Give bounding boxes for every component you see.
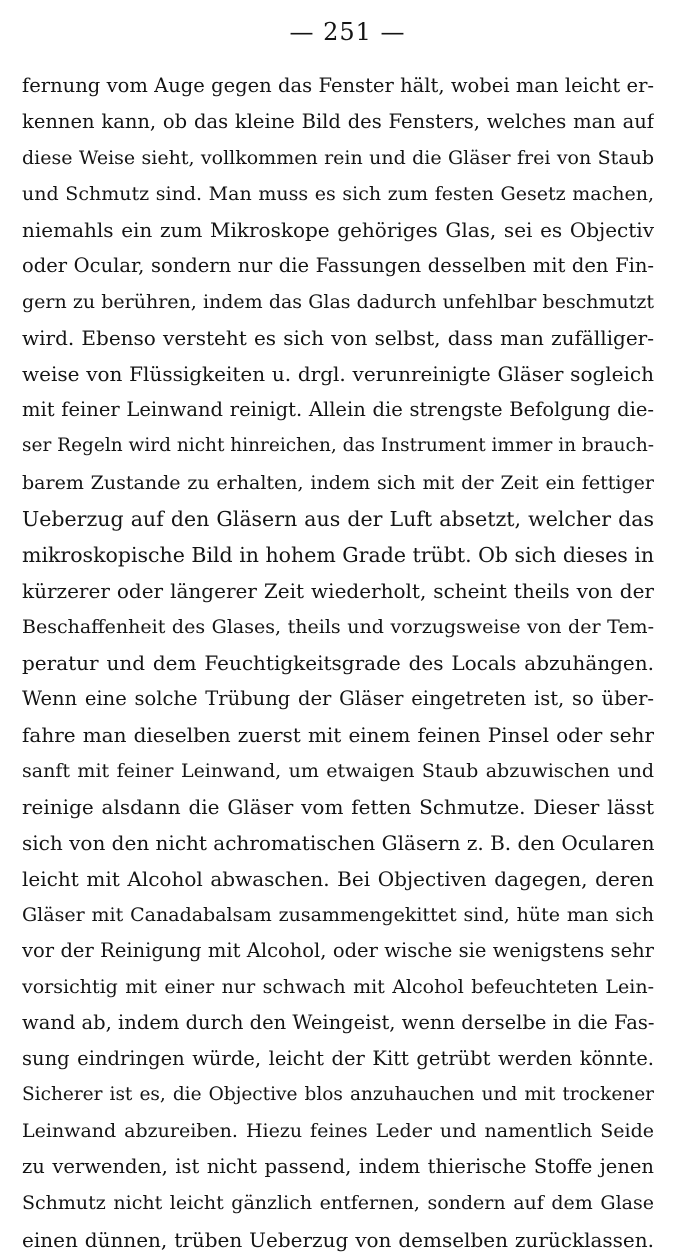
- text-line: Schmutz nicht leicht gänzlich entfernen, sondern auf dem Glase: [22, 1192, 654, 1215]
- text-line: vor der Reinigung mit Alcohol, oder wische sie wenigstens sehr: [22, 939, 654, 963]
- text-line: mikroskopische Bild in hohem Grade trübt. Ob sich dieses in: [22, 542, 654, 567]
- text-line: und Schmutz sind. Man muss es sich zum festen Gesetz machen,: [22, 183, 654, 206]
- text-line: barem Zustande zu erhalten, indem sich mit der Zeit ein fettiger: [22, 471, 654, 494]
- text-line: Ueberzug auf den Gläsern aus der Luft absetzt, welcher das: [22, 506, 654, 531]
- text-line: kennen kann, ob das kleine Bild des Fensters, welches man auf: [22, 110, 654, 134]
- text-line: sich von den nicht achromatischen Gläsern z. B. den Ocularen: [22, 830, 654, 855]
- text-line: gern zu berühren, indem das Glas dadurch unfehlbar beschmutzt: [22, 291, 654, 314]
- text-line: mit feiner Leinwand reinigt. Allein die strengste Befolgung die-: [22, 398, 654, 422]
- text-line: ser Regeln wird nicht hinreichen, das Instrument immer in brauch-: [22, 435, 654, 457]
- text-line: oder Ocular, sondern nur die Fassungen desselben mit den Fin-: [22, 254, 654, 278]
- text-line: kürzerer oder längerer Zeit wiederholt, scheint theils von der: [22, 578, 654, 603]
- text-line: fernung vom Auge gegen das Fenster hält, wobei man leicht er-: [22, 74, 654, 97]
- text-line: sanft mit feiner Leinwand, um etwaigen Staub abzuwischen und: [22, 759, 654, 782]
- text-line: fahre man dieselben zuerst mit einem feinen Pinsel oder sehr: [22, 722, 654, 747]
- text-line: zu verwenden, ist nicht passend, indem thierische Stoffe jenen: [22, 1155, 654, 1179]
- text-line: Gläser mit Canadabalsam zusammengekittet sind, hüte man sich: [22, 904, 654, 927]
- text-line: wird. Ebenso versteht es sich von selbst, dass man zufälliger-: [22, 326, 654, 351]
- text-line: Leinwand abzureiben. Hiezu feines Leder und namentlich Seide: [22, 1120, 654, 1143]
- text-line: wand ab, indem durch den Weingeist, wenn derselbe in die Fas-: [22, 1011, 654, 1035]
- text-line: leicht mit Alcohol abwaschen. Bei Objectiven dagegen, deren: [22, 867, 654, 892]
- text-line: Wenn eine solche Trübung der Gläser eingetreten ist, so über-: [22, 686, 654, 710]
- text-line: sung eindringen würde, leicht der Kitt getrübt werden könnte.: [22, 1047, 654, 1071]
- text-line: diese Weise sieht, vollkommen rein und die Gläser frei von Staub: [22, 147, 654, 170]
- text-line: einen dünnen, trüben Ueberzug von demselben zurücklassen.: [22, 1227, 654, 1252]
- text-line: peratur und dem Feuchtigkeitsgrade des Locals abzuhängen.: [22, 650, 654, 675]
- text-line: niemahls ein zum Mikroskope gehöriges Glas, sei es Objectiv: [22, 218, 654, 243]
- page-number: — 251 —: [289, 18, 406, 46]
- text-line: vorsichtig mit einer nur schwach mit Alcohol befeuchteten Lein-: [22, 976, 654, 999]
- text-line: reinige alsdann die Gläser vom fetten Schmutze. Dieser lässt: [22, 794, 654, 819]
- text-line: Beschaffenheit des Glases, theils und vorzugsweise von der Tem-: [22, 615, 654, 638]
- text-line: Sicherer ist es, die Objective blos anzuhauchen und mit trockener: [22, 1084, 654, 1106]
- body-text: [22, 68, 654, 1258]
- text-line: weise von Flüssigkeiten u. drgl. verunreinigte Gläser sogleich: [22, 362, 654, 387]
